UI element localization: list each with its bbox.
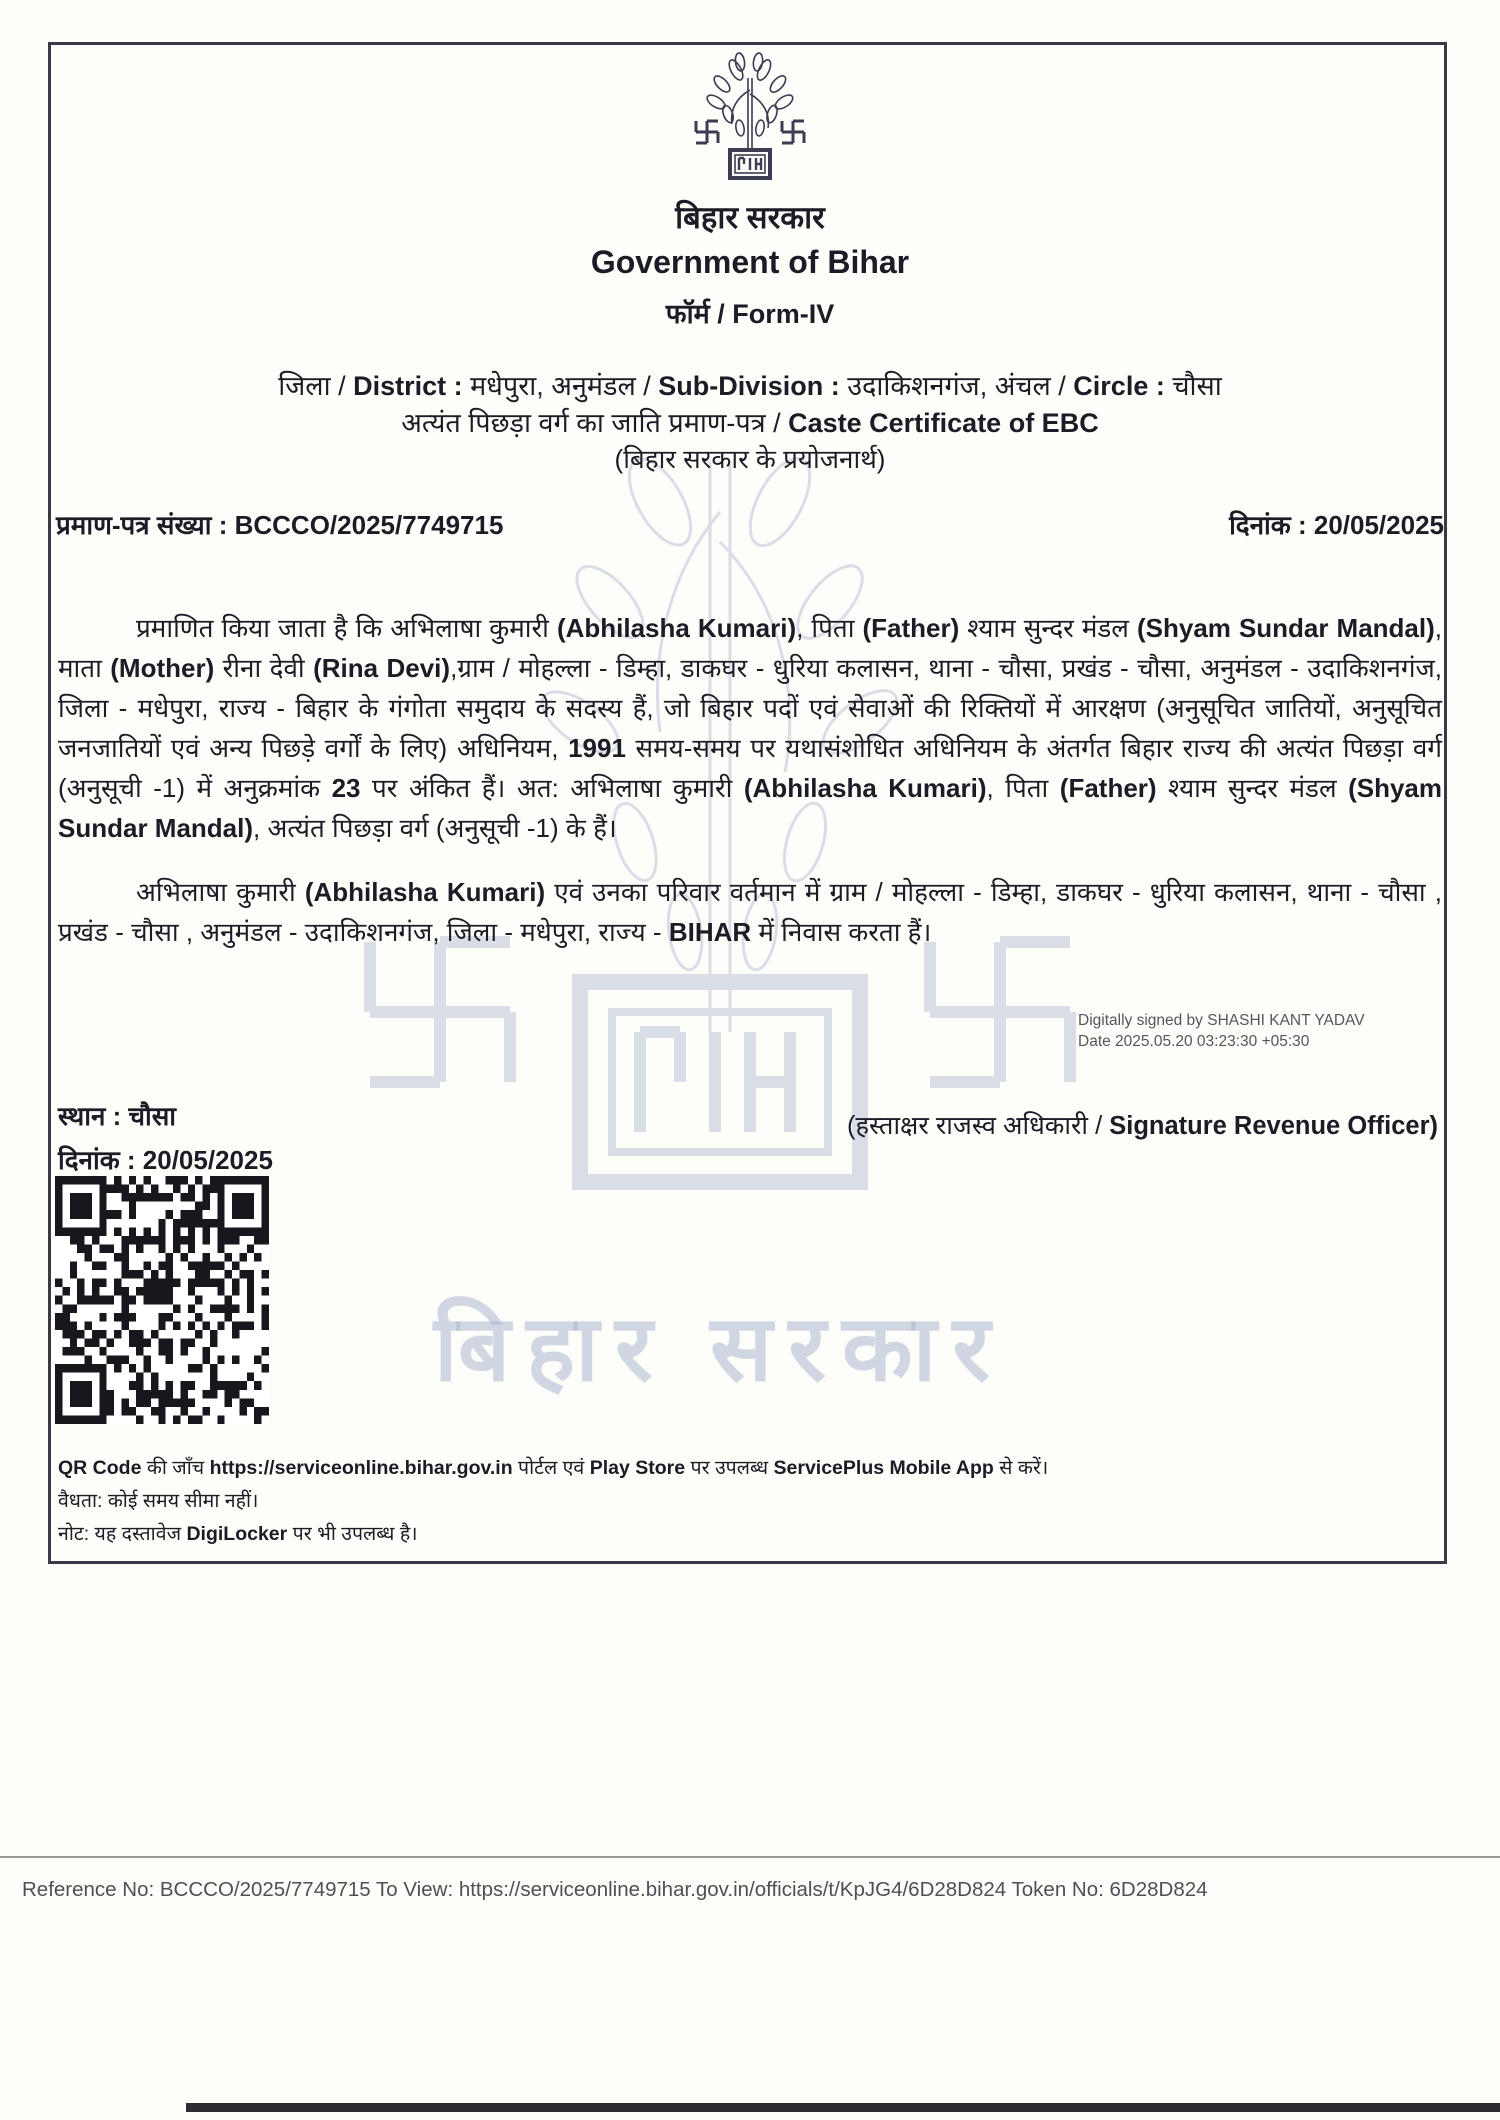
certificate-number-row [56,506,1444,542]
bihar-government-emblem [688,50,812,182]
digital-signature-block [1078,1010,1438,1052]
residence-paragraph: अभिलाषा कुमारी (Abhilasha Kumari) एवं उनका परिवार वर्तमान में ग्राम / मोहल्ला - डिम्हा, डाकघर - धुरिया कलासन, थाना - चौसा , प्रखंड - चौसा , अनुमंडल - उदाकिशनगंज, जिला - मधेपुरा, राज्य - BIHAR में निवास करता हैं। [58,877,1442,947]
watermark-text: बिहार सरकार [433,1298,1007,1400]
revenue-officer-signature-label: (हस्ताक्षर राजस्व अधिकारी / Signature Revenue Officer) [846,1112,1438,1140]
certificate-type-line: अत्यंत पिछड़ा वर्ग का जाति प्रमाण-पत्र / Caste Certificate of EBC [401,408,1099,438]
reference-line: Reference No: BCCCO/2025/7749715 To View: https://serviceonline.bihar.gov.in/officials/t/KpJG4/6D28D824 Token No: 6D28D824 [22,1878,1208,1901]
date-line: दिनांक : 20/05/2025 [58,1145,273,1175]
digilocker-note: नोट: यह दस्तावेज DigiLocker पर भी उपलब्ध है। [58,1523,418,1545]
purpose-line: (बिहार सरकार के प्रयोजनार्थ) [614,444,886,474]
district-subdivision-circle-line: जिला / District : मधेपुरा, अनुमंडल / Sub-Division : उदाकिशनगंज, अंचल / Circle : चौसा [278,371,1222,401]
qr-code [55,1176,269,1424]
certificate-number: प्रमाण-पत्र संख्या : BCCCO/2025/7749715 [56,510,504,540]
validity-note: वैधता: कोई समय सीमा नहीं। [58,1490,259,1512]
scan-edge-bar [186,2103,1500,2112]
digital-signature-signer: Digitally signed by SHASHI KANT YADAV [1078,1012,1365,1029]
government-title-hindi: बिहार सरकार [675,200,825,235]
qr-verification-note: QR Code की जाँच https://serviceonline.bihar.gov.in पोर्टल एवं Play Store पर उपलब्ध ServicePlus Mobile App से करें। [58,1457,1049,1479]
place-date-block [58,1094,273,1182]
certificate-date: दिनांक : 20/05/2025 [1229,510,1444,540]
government-title-english: Government of Bihar [590,244,910,280]
digital-signature-date: Date 2025.05.20 03:23:30 +05:30 [1078,1033,1310,1050]
form-number-line: फॉर्म / Form-IV [665,299,835,329]
footer-notes [58,1452,1388,1551]
certificate-body-paragraph-1: प्रमाणित किया जाता है कि अभिलाषा कुमारी (Abhilasha Kumari), पिता (Father) श्याम सुन्दर मंडल (Shyam Sundar Mandal), माता (Mother) रीना देवी (Rina Devi),ग्राम / मोहल्ला - डिम्हा, डाकघर - धुरिया कलासन, थाना - चौसा, प्रखंड - चौसा, अनुमंडल - उदाकिशनगंज, जिला - मधेपुरा, राज्य - बिहार के गंगोता समुदाय के सदस्य हैं, जो बिहार पदों एवं सेवाओं की रिक्तियों में आरक्षण (अनुसूचित जातियों, अनुसूचित जनजातियों एवं अन्य पिछड़े वर्गों के लिए) अधिनियम, 1991 समय-समय पर यथासंशोधित अधिनियम के अंतर्गत बिहार राज्य की अत्यंत पिछड़ा वर्ग (अनुसूची -1) में अनुक्रमांक 23 पर अंकित हैं। अत: अभिलाषा कुमारी (Abhilasha Kumari), पिता (Father) श्याम सुन्दर मंडल (Shyam Sundar Mandal), अत्यंत पिछड़ा वर्ग (अनुसूची -1) के हैं। [58,613,1443,843]
divider-line [0,1856,1500,1858]
place-line: स्थान : चौसा [58,1101,177,1131]
